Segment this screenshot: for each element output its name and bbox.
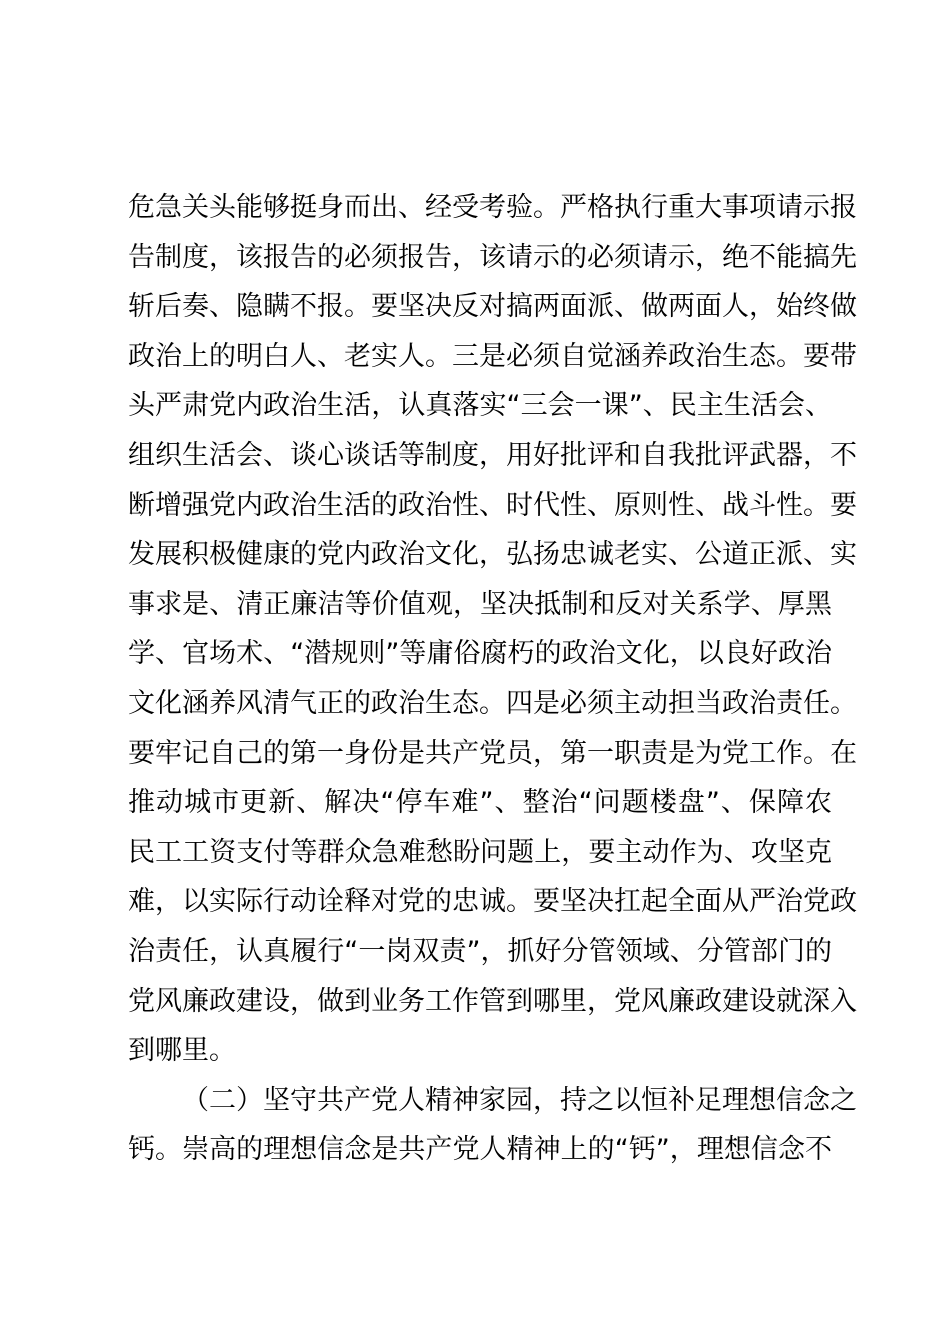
text-line: 文化涵养风清气正的政治生态。四是必须主动担当政治责任。 — [128, 687, 857, 719]
text-line: 党风廉政建设，做到业务工作管到哪里，党风廉政建设就深入 — [128, 985, 857, 1017]
text-line: 要牢记自己的第一身份是共产党员，第一职责是为党工作。在 — [128, 737, 857, 769]
section-heading-line: （二）坚守共产党人精神家园，持之以恒补足理想信念之 — [182, 1084, 857, 1116]
text-line: 推动城市更新、解决“停车难”、整治“问题楼盘”、保障农 — [128, 787, 832, 819]
text-line: 斩后奏、隐瞒不报。要坚决反对搞两面派、做两面人，始终做 — [128, 291, 857, 323]
text-line: 告制度，该报告的必须报告，该请示的必须请示，绝不能搞先 — [128, 241, 857, 273]
paragraph-2 — [128, 1081, 857, 1180]
text-line: 钙。崇高的理想信念是共产党人精神上的“钙”，理想信念不 — [128, 1134, 832, 1166]
text-line: 发展积极健康的党内政治文化，弘扬忠诚老实、公道正派、实 — [128, 539, 857, 571]
text-line: 学、官场术、“潜规则”等庸俗腐朽的政治文化，以良好政治 — [128, 638, 832, 670]
text-line: 组织生活会、谈心谈话等制度，用好批评和自我批评武器，不 — [128, 439, 857, 471]
text-line: 危急关头能够挺身而出、经受考验。严格执行重大事项请示报 — [128, 192, 857, 223]
text-line: 到哪里。 — [128, 1035, 236, 1067]
text-line: 事求是、清正廉洁等价值观，坚决抵制和反对关系学、厚黑 — [128, 588, 832, 620]
text-line: 治责任，认真履行“一岗双责”，抓好分管领域、分管部门的 — [128, 935, 832, 967]
paragraph-1 — [128, 188, 857, 1081]
text-line: 政治上的明白人、老实人。三是必须自觉涵养政治生态。要带 — [128, 340, 857, 372]
text-line: 头严肃党内政治生活，认真落实“三会一课”、民主生活会、 — [128, 390, 832, 422]
text-line: 民工工资支付等群众急难愁盼问题上，要主动作为、攻坚克 — [128, 836, 832, 868]
text-line: 难，以实际行动诠释对党的忠诚。要坚决扛起全面从严治党政 — [128, 886, 857, 918]
text-line: 断增强党内政治生活的政治性、时代性、原则性、战斗性。要 — [128, 489, 857, 521]
document-page — [128, 188, 857, 1180]
